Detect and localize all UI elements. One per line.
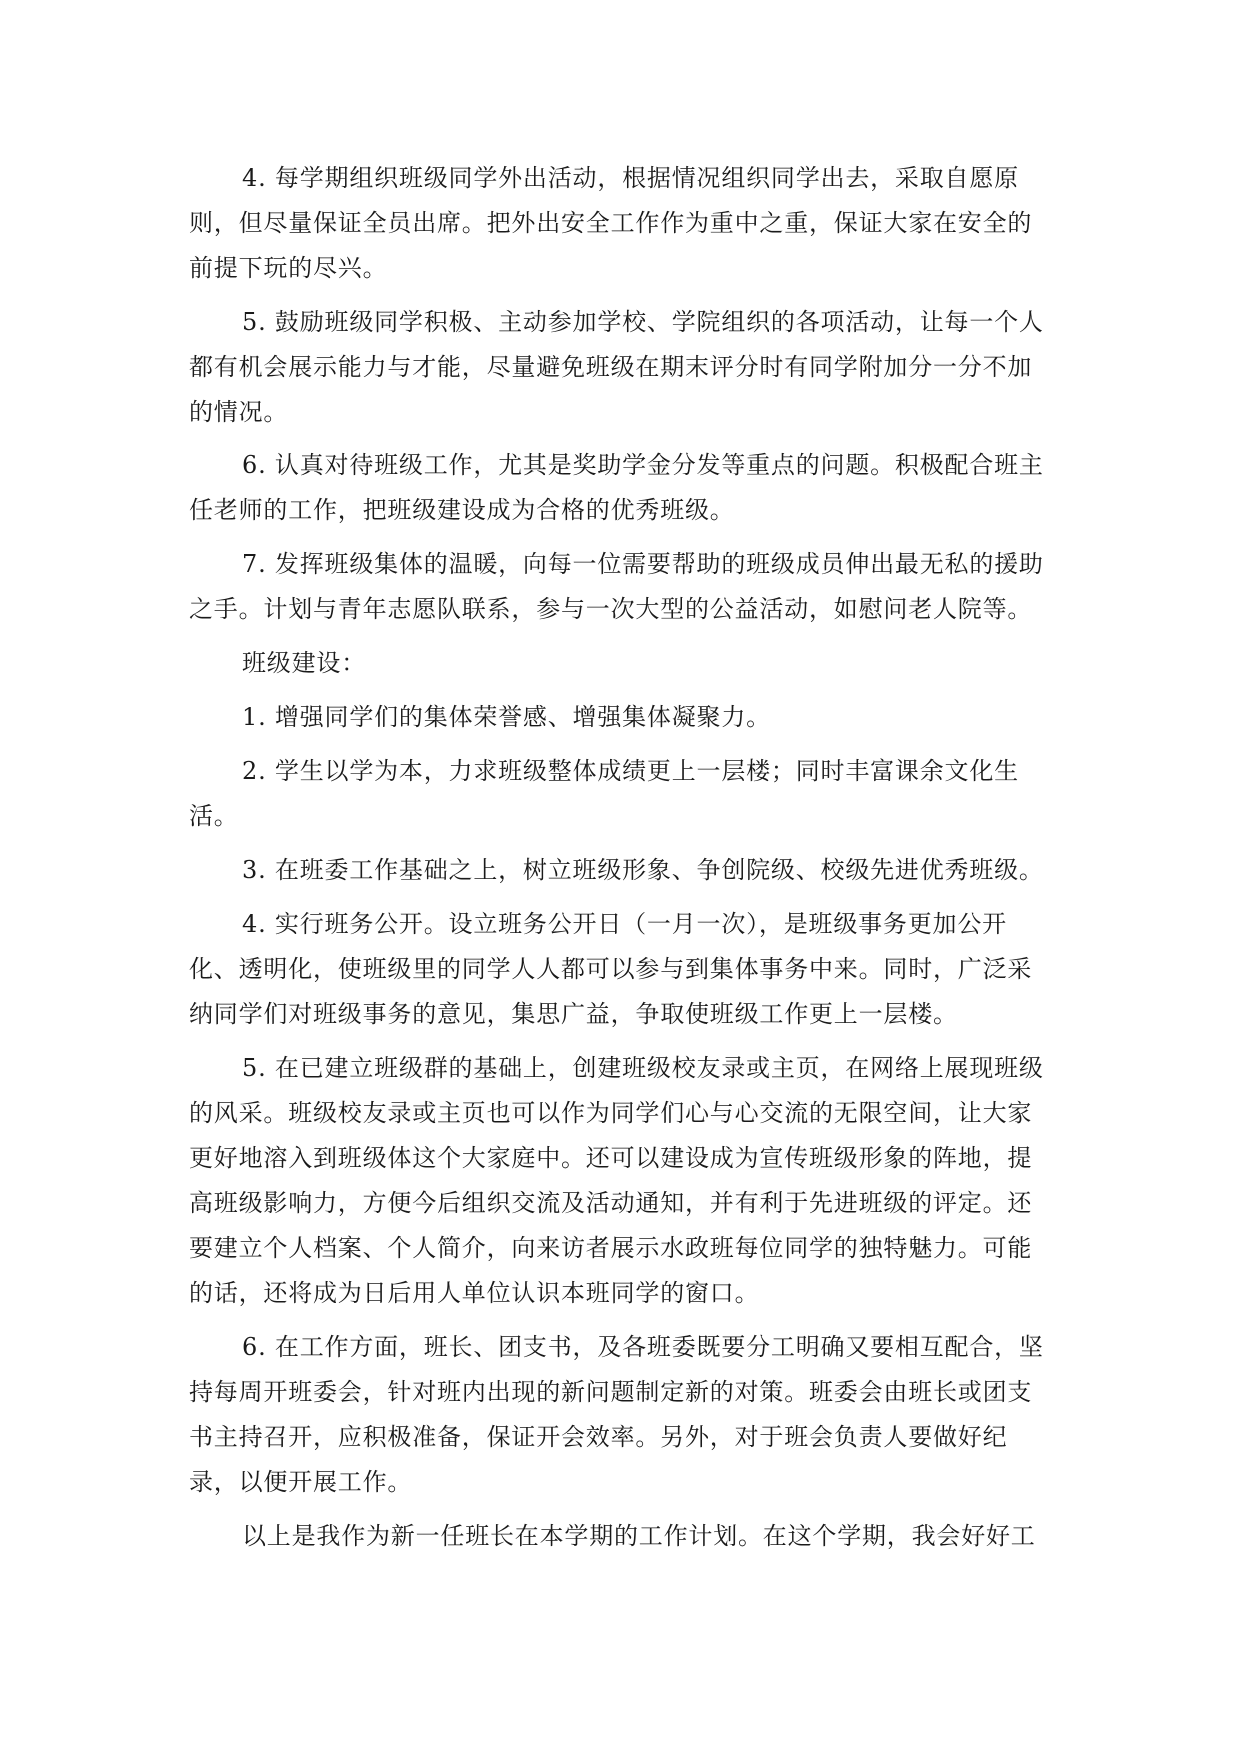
- paragraph-line: 前提下玩的尽兴。: [189, 254, 388, 282]
- paragraph-line: 纳同学们对班级事务的意见，集思广益，争取使班级工作更上一层楼。: [189, 1000, 958, 1028]
- paragraph-line: 7. 发挥班级集体的温暖，向每一位需要帮助的班级成员伸出最无私的援助: [242, 550, 1044, 578]
- paragraph-line: 高班级影响力，方便今后组织交流及活动通知，并有利于先进班级的评定。还: [189, 1189, 1033, 1217]
- paragraph-line: 的话，还将成为日后用人单位认识本班同学的窗口。: [189, 1279, 760, 1307]
- section-heading: 班级建设：: [242, 649, 366, 677]
- paragraph-line: 录，以便开展工作。: [189, 1468, 413, 1496]
- paragraph-line: 要建立个人档案、个人简介，向来访者展示水政班每位同学的独特魅力。可能: [189, 1234, 1033, 1262]
- paragraph-line: 6. 认真对待班级工作，尤其是奖助学金分发等重点的问题。积极配合班主: [242, 451, 1044, 479]
- paragraph-line: 更好地溶入到班级体这个大家庭中。还可以建设成为宣传班级形象的阵地，提: [189, 1144, 1033, 1172]
- paragraph-line: 之手。计划与青年志愿队联系，参与一次大型的公益活动，如慰问老人院等。: [189, 595, 1033, 623]
- paragraph-line: 则，但尽量保证全员出席。把外出安全工作作为重中之重，保证大家在安全的: [189, 209, 1033, 237]
- paragraph-line: 1. 增强同学们的集体荣誉感、增强集体凝聚力。: [242, 703, 771, 731]
- paragraph-line: 5. 鼓励班级同学积极、主动参加学校、学院组织的各项活动，让每一个人: [242, 308, 1044, 336]
- paragraph-line: 任老师的工作，把班级建设成为合格的优秀班级。: [189, 496, 735, 524]
- paragraph-line: 以上是我作为新一任班长在本学期的工作计划。在这个学期，我会好好工: [242, 1522, 1036, 1550]
- paragraph-line: 书主持召开，应积极准备，保证开会效率。另外，对于班会负责人要做好纪: [189, 1423, 1008, 1451]
- paragraph-line: 4. 实行班务公开。设立班务公开日（一月一次），是班级事务更加公开: [242, 910, 1007, 938]
- paragraph-line: 持每周开班委会，针对班内出现的新问题制定新的对策。班委会由班长或团支: [189, 1378, 1033, 1406]
- paragraph-line: 6. 在工作方面，班长、团支书，及各班委既要分工明确又要相互配合，坚: [242, 1333, 1044, 1361]
- paragraph-line: 3. 在班委工作基础之上，树立班级形象、争创院级、校级先进优秀班级。: [242, 856, 1044, 884]
- paragraph-line: 2. 学生以学为本，力求班级整体成绩更上一层楼；同时丰富课余文化生: [242, 757, 1019, 785]
- paragraph-line: 都有机会展示能力与才能，尽量避免班级在期末评分时有同学附加分一分不加: [189, 353, 1033, 381]
- paragraph-line: 4. 每学期组织班级同学外出活动，根据情况组织同学出去，采取自愿原: [242, 164, 1019, 192]
- paragraph-line: 的情况。: [189, 398, 289, 426]
- paragraph-line: 活。: [189, 802, 239, 830]
- paragraph-line: 的风采。班级校友录或主页也可以作为同学们心与心交流的无限空间，让大家: [189, 1099, 1033, 1127]
- paragraph-line: 化、透明化，使班级里的同学人人都可以参与到集体事务中来。同时，广泛采: [189, 955, 1033, 983]
- paragraph-line: 5. 在已建立班级群的基础上，创建班级校友录或主页，在网络上展现班级: [242, 1054, 1044, 1082]
